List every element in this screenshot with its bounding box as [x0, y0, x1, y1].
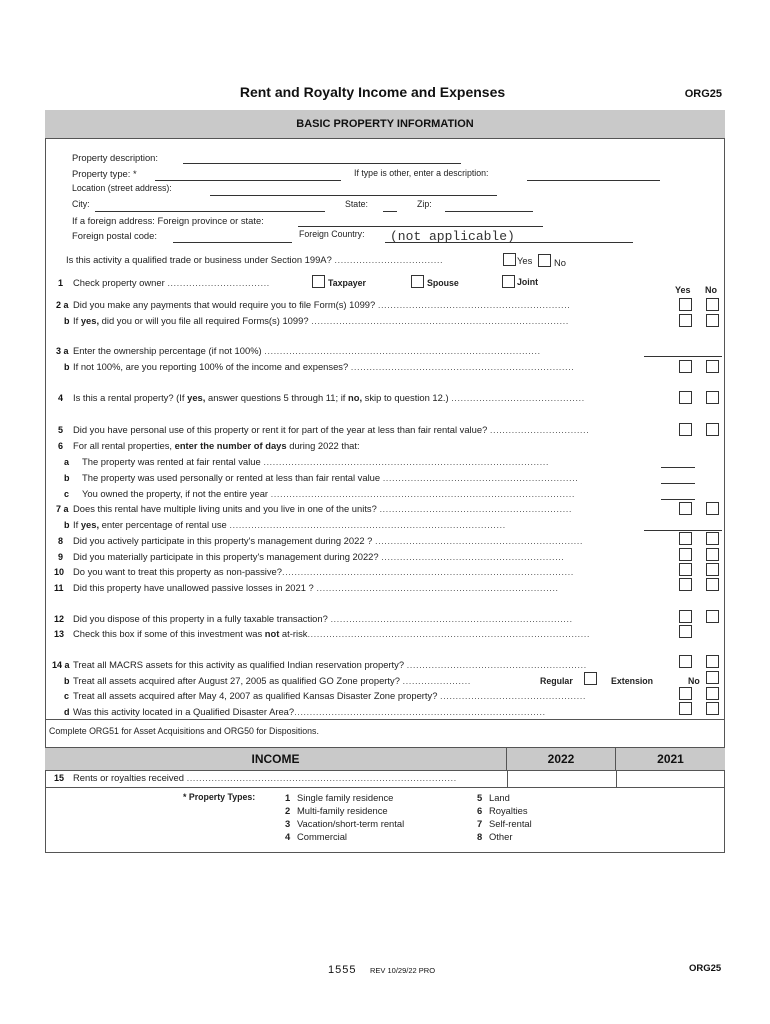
zip-label: Zip:	[417, 199, 432, 209]
foreign-country-label: Foreign Country:	[299, 229, 365, 239]
q3b-no-checkbox[interactable]	[706, 360, 719, 373]
q11-num: 11	[54, 583, 64, 593]
property-type-other-label: If type is other, enter a description:	[354, 168, 489, 178]
q9-yes-checkbox[interactable]	[679, 548, 692, 561]
q14b-no-label: No	[688, 676, 700, 686]
foreign-country-value: (not applicable)	[390, 229, 515, 244]
q2a-no-checkbox[interactable]	[706, 298, 719, 311]
q3b-yes-checkbox[interactable]	[679, 360, 692, 373]
q2a-num: 2 a	[56, 300, 69, 310]
foreign-province-field[interactable]	[298, 226, 543, 227]
trade-yes-label: Yes	[517, 255, 533, 266]
q6c-days-field[interactable]	[661, 499, 695, 500]
state-label: State:	[345, 199, 368, 209]
q6-num: 6	[58, 441, 64, 451]
ownership-percentage-field[interactable]	[644, 356, 722, 357]
property-type-label: Property type: *	[72, 168, 137, 179]
property-types-label: * Property Types:	[183, 792, 256, 802]
q6b-num: b	[64, 473, 70, 483]
q5-label: Did you have personal use of this property or rent it for part of the year at less than fair rental value? ................................	[73, 424, 590, 435]
zip-field[interactable]	[445, 211, 533, 212]
q6b-days-field[interactable]	[661, 483, 695, 484]
q8-yes-checkbox[interactable]	[679, 532, 692, 545]
trade-yes-checkbox[interactable]	[503, 253, 516, 266]
q4-label: Is this a rental property? (If yes, answer questions 5 through 11; if no, skip to question 12.) ...........................................	[73, 392, 585, 403]
city-field[interactable]	[95, 211, 325, 212]
q14c-label: Treat all assets acquired after May 4, 2007 as qualified Kansas Disaster Zone property? ...............................................	[73, 690, 586, 701]
q14b-num: b	[64, 676, 70, 686]
q8-label: Did you actively participate in this property's management during 2022 ? ...................................................................	[73, 535, 583, 546]
q7a-yes-checkbox[interactable]	[679, 502, 692, 515]
income-header: INCOME	[45, 748, 507, 770]
q12-no-checkbox[interactable]	[706, 610, 719, 623]
no-column-header: No	[705, 285, 717, 295]
q14b-extension-label: Extension	[611, 676, 654, 686]
q2b-yes-checkbox[interactable]	[679, 314, 692, 327]
owner-joint-label: Joint	[517, 277, 539, 287]
year-2022-header: 2022	[507, 748, 616, 770]
q3b-num: b	[64, 362, 70, 372]
q6-label: For all rental properties, enter the number of days during 2022 that:	[73, 440, 360, 451]
foreign-country-field[interactable]	[385, 242, 633, 243]
location-field[interactable]	[210, 195, 497, 196]
q3a-num: 3 a	[56, 346, 69, 356]
q10-num: 10	[54, 567, 65, 577]
q7b-label: If yes, enter percentage of rental use .........................................................................................	[73, 519, 506, 530]
q14a-num: 14 a	[52, 660, 70, 670]
property-type-item: 1 Single family residence	[285, 792, 394, 803]
property-type-item: 2 Multi-family residence	[285, 805, 388, 816]
property-type-item: 6 Royalties	[477, 805, 528, 816]
owner-joint-checkbox[interactable]	[502, 275, 515, 288]
q14d-num: d	[64, 707, 70, 717]
q9-no-checkbox[interactable]	[706, 548, 719, 561]
property-type-item: 4 Commercial	[285, 831, 348, 842]
foreign-province-label: If a foreign address: Foreign province or state:	[72, 215, 264, 226]
q13-label: Check this box if some of this investment was not at-risk...........................................................................................	[73, 628, 590, 639]
property-type-item: 5 Land	[477, 792, 510, 803]
q14c-yes-checkbox[interactable]	[679, 687, 692, 700]
q1-num: 1	[58, 278, 64, 288]
q10-no-checkbox[interactable]	[706, 563, 719, 576]
q2b-num: b	[64, 316, 70, 326]
divider	[45, 719, 725, 720]
property-type-item: 8 Other	[477, 831, 513, 842]
q9-num: 9	[58, 552, 64, 562]
q4-yes-checkbox[interactable]	[679, 391, 692, 404]
q14a-no-checkbox[interactable]	[706, 655, 719, 668]
q5-no-checkbox[interactable]	[706, 423, 719, 436]
q6a-label: The property was rented at fair rental value ............................................................................................	[82, 456, 549, 467]
q2b-label: If yes, did you or will you file all required Forms(s) 1099? ...................................................................................	[73, 315, 569, 326]
city-label: City:	[72, 199, 90, 209]
form-id: ORG25	[684, 88, 722, 100]
page-number: 1555	[328, 964, 357, 976]
q14d-no-checkbox[interactable]	[706, 702, 719, 715]
q14c-num: c	[64, 691, 70, 701]
divider	[45, 787, 725, 788]
line15-label: Rents or royalties received .......................................................................................	[73, 772, 457, 783]
q14b-regular-label: Regular	[540, 676, 573, 686]
owner-spouse-checkbox[interactable]	[411, 275, 424, 288]
q2a-label: Did you make any payments that would require you to file Form(s) 1099? ..............................................................	[73, 299, 571, 310]
q14c-no-checkbox[interactable]	[706, 687, 719, 700]
q11-yes-checkbox[interactable]	[679, 578, 692, 591]
trade-question-label: Is this activity a qualified trade or business under Section 199A? ...................................	[66, 254, 444, 265]
q10-yes-checkbox[interactable]	[679, 563, 692, 576]
owner-taxpayer-label: Taxpayer	[328, 278, 366, 288]
property-type-other-field[interactable]	[527, 180, 660, 181]
q4-num: 4	[58, 393, 64, 403]
yes-column-header: Yes	[675, 285, 691, 295]
q1-label: Check property owner .................................	[73, 277, 270, 288]
owner-taxpayer-checkbox[interactable]	[312, 275, 325, 288]
q6a-days-field[interactable]	[661, 467, 695, 468]
property-type-item: 3 Vacation/short-term rental	[285, 818, 405, 829]
line15-num: 15	[54, 773, 65, 783]
q14b-regular-checkbox[interactable]	[584, 672, 597, 685]
line15-2022-field[interactable]	[507, 771, 616, 787]
property-type-item: 7 Self-rental	[477, 818, 532, 829]
q6b-label: The property was used personally or rented at less than fair rental value ...............................................................	[82, 472, 579, 483]
q12-num: 12	[54, 614, 65, 624]
q3b-label: If not 100%, are you reporting 100% of the income and expenses? ........................................................................	[73, 361, 575, 372]
q13-checkbox[interactable]	[679, 625, 692, 638]
q8-num: 8	[58, 536, 64, 546]
property-description-label: Property description:	[72, 152, 158, 163]
section-header-basic-info: BASIC PROPERTY INFORMATION	[45, 110, 725, 139]
state-field[interactable]	[383, 211, 397, 212]
q3a-label: Enter the ownership percentage (if not 100%) .........................................................................................	[73, 345, 541, 356]
q7b-num: b	[64, 520, 70, 530]
q5-num: 5	[58, 425, 64, 435]
q11-label: Did this property have unallowed passive losses in 2021 ? ..............................................................................	[73, 582, 559, 593]
property-type-field[interactable]	[155, 180, 341, 181]
q12-yes-checkbox[interactable]	[679, 610, 692, 623]
q9-label: Did you materially participate in this property's management during 2022? ...........................................................	[73, 551, 565, 562]
q14b-label: Treat all assets acquired after August 27, 2005 as qualified GO Zone property? ......................	[73, 675, 471, 686]
property-description-field[interactable]	[183, 163, 461, 164]
q7a-label: Does this rental have multiple living units and you live in one of the units? ..............................................................	[73, 503, 572, 514]
year-2021-header: 2021	[616, 748, 725, 770]
foreign-postal-field[interactable]	[173, 242, 292, 243]
q8-no-checkbox[interactable]	[706, 532, 719, 545]
page-title: Rent and Royalty Income and Expenses	[239, 84, 506, 100]
q5-yes-checkbox[interactable]	[679, 423, 692, 436]
q4-no-checkbox[interactable]	[706, 391, 719, 404]
q7a-no-checkbox[interactable]	[706, 502, 719, 515]
foreign-postal-label: Foreign postal code:	[72, 230, 157, 241]
q6c-num: c	[64, 489, 70, 499]
location-label: Location (street address):	[72, 183, 172, 193]
q11-no-checkbox[interactable]	[706, 578, 719, 591]
q14d-yes-checkbox[interactable]	[679, 702, 692, 715]
q6c-label: You owned the property, if not the entire year ..................................................................................................	[82, 488, 575, 499]
revision-label: REV 10/29/22 PRO	[370, 966, 436, 975]
q14a-yes-checkbox[interactable]	[679, 655, 692, 668]
trade-no-checkbox[interactable]	[538, 254, 551, 267]
trade-no-label: No	[554, 257, 566, 268]
q14a-label: Treat all MACRS assets for this activity as qualified Indian reservation property? ..........................................................	[73, 659, 587, 670]
q14b-no-checkbox[interactable]	[706, 671, 719, 684]
owner-spouse-label: Spouse	[427, 278, 459, 288]
q2b-no-checkbox[interactable]	[706, 314, 719, 327]
q7a-num: 7 a	[56, 504, 69, 514]
q12-label: Did you dispose of this property in a fully taxable transaction? ..............................................................................	[73, 613, 573, 624]
complete-note: Complete ORG51 for Asset Acquisitions and ORG50 for Dispositions.	[49, 726, 319, 736]
q6a-num: a	[64, 457, 70, 467]
q2a-yes-checkbox[interactable]	[679, 298, 692, 311]
line15-2021-field[interactable]	[616, 771, 725, 787]
footer-form-id: ORG25	[689, 963, 722, 974]
q13-num: 13	[54, 629, 65, 639]
q10-label: Do you want to treat this property as non-passive?..............................................................................................	[73, 566, 574, 577]
q14d-label: Was this activity located in a Qualified Disaster Area?.................................................................................	[73, 706, 546, 717]
rental-use-percentage-field[interactable]	[644, 530, 722, 531]
